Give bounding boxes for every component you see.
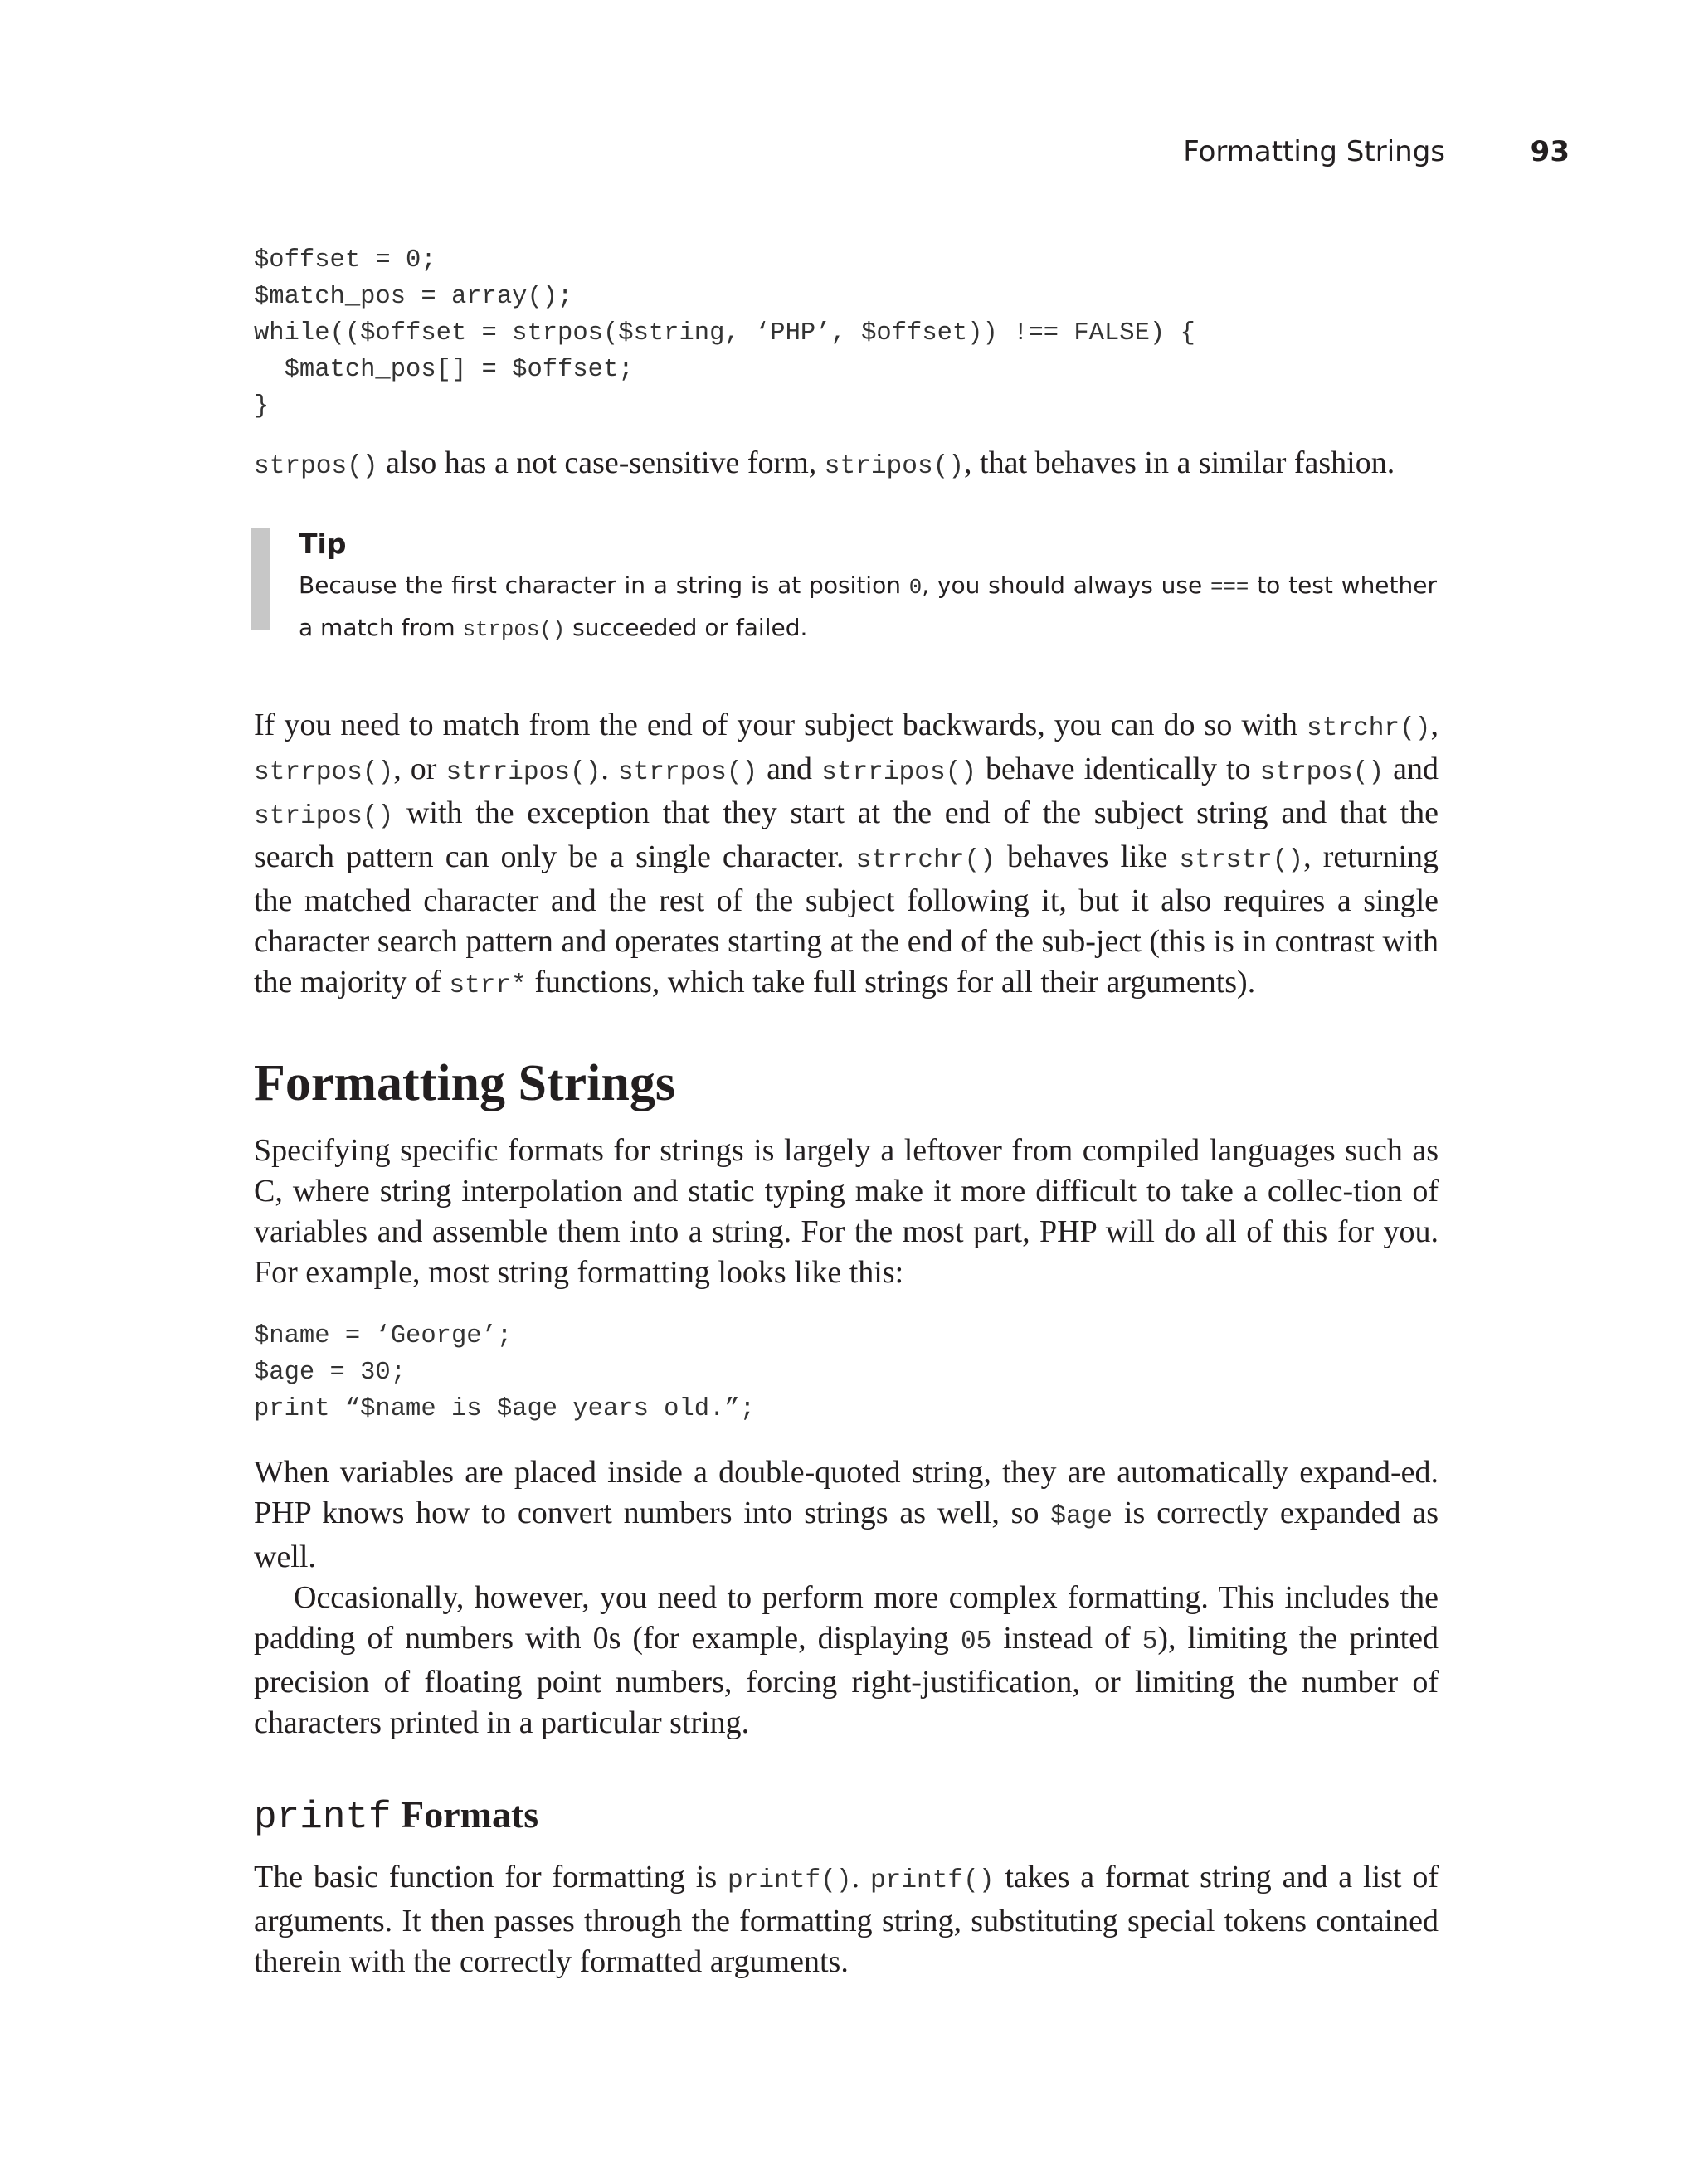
code-inline: strr* [449, 971, 527, 1000]
page-content [254, 242, 1439, 1982]
text-run: and [757, 752, 822, 786]
text-run: Formats [391, 1793, 539, 1836]
code-block-strpos-loop: $offset = 0; $match_pos = array(); while(($offset = strpos($string, ‘PHP’, $offset)) !== FALSE) { $match_pos[] = $offset; } [254, 246, 1195, 421]
text-run: When variables are placed inside a double-quoted string, they are automatically expand-ed. PHP knows how to convert numbers into strings as well, so [254, 1455, 1439, 1530]
code-inline: === [1210, 576, 1249, 600]
text-run: If you need to match from the end of your subject backwards, you can do so with [254, 708, 1307, 742]
text-run: Occasionally, however, you need to perform more complex formatting. This includes the padding of numbers with 0s (for example, displaying [254, 1580, 1439, 1656]
tip-title: Tip [299, 528, 347, 560]
text-run: to test whether a match from [299, 572, 1438, 641]
tip-sidebar-bar [251, 528, 270, 630]
running-title: Formatting Strings [1183, 135, 1445, 168]
text-run: succeeded or failed. [565, 614, 808, 641]
text-run: with the exception that they start at the end of the subject string and that the search pattern can only be a single character. [254, 795, 1439, 874]
paragraph-printf [254, 1857, 1439, 1982]
code-inline: strrchr() [855, 846, 996, 875]
section-heading: Formatting Strings [254, 1055, 676, 1111]
text-run: The basic function for formatting is [254, 1860, 728, 1895]
code-block-string-interpolation: $name = ‘George’; $age = 30; print “$name is $age years old.”; [254, 1322, 755, 1423]
paragraph-reverse-search [254, 705, 1439, 1006]
text-run: , or [393, 752, 446, 786]
text-run: , that behaves in a similar fashion. [964, 445, 1395, 480]
code-inline: strrpos() [617, 758, 758, 787]
text-run: behave identically to [976, 752, 1260, 786]
text-run: . [601, 752, 618, 786]
code-inline: $age [1050, 1502, 1113, 1531]
running-head [1112, 133, 1570, 171]
subsection-heading [254, 1793, 1439, 1839]
code-inline: 0 [908, 576, 923, 600]
code-inline: printf [254, 1796, 392, 1839]
text-run: functions, which take full strings for all their arguments). [526, 965, 1256, 1000]
text-run: also has a not case-sensitive form, [377, 445, 825, 480]
code-inline: 05 [960, 1627, 992, 1656]
code-inline: stripos() [824, 452, 965, 481]
text-run: behaves like [995, 839, 1180, 874]
text-run: is correctly expanded as well. [254, 1496, 1439, 1574]
code-inline: strpos() [462, 618, 566, 642]
text-run: . [851, 1860, 870, 1895]
code-inline: strrpos() [254, 758, 394, 787]
code-inline: 5 [1142, 1627, 1158, 1656]
text-run: , returning the matched character and the rest of the subject following it, but it also requires a single character search pattern and operates starting at the end of the sub-ject (this is in contrast with the majority of [254, 839, 1439, 1000]
text-run: , you should always use [922, 572, 1211, 599]
text-run: instead of [991, 1621, 1142, 1656]
text-run: and [1384, 752, 1439, 786]
code-inline: strchr() [1306, 714, 1431, 743]
tip-body [299, 566, 1437, 650]
code-inline: strpos() [1259, 758, 1385, 787]
code-inline: stripos() [254, 802, 394, 831]
code-inline: printf() [728, 1866, 852, 1895]
tip-box [251, 524, 1437, 650]
text-run: ), limiting the printed precision of floating point numbers, forcing right-justification, or limiting the number of characters printed in a particular string. [254, 1621, 1439, 1740]
text-run: takes a format string and a list of arguments. It then passes through the formatting string, substituting special tokens contained therein with the correctly formatted arguments. [254, 1860, 1439, 1979]
paragraph-complex-formatting [254, 1578, 1439, 1744]
code-inline: strripos() [821, 758, 977, 787]
paragraph-variable-expansion [254, 1452, 1439, 1578]
code-inline: strripos() [445, 758, 601, 787]
code-inline: printf() [869, 1866, 995, 1895]
code-inline: strstr() [1179, 846, 1304, 875]
text-run: Because the first character in a string is at position [299, 572, 909, 599]
text-run: , [1430, 708, 1439, 742]
page-number: 93 [1530, 135, 1570, 168]
paragraph-formatting-intro: Specifying specific formats for strings is largely a leftover from compiled languages such as C, where string interpolation and static typing make it more difficult to take a collec-tion of variables and assemble them into a string. For the most part, PHP will do all of this for you. For example, most string formatting looks like this: [254, 1133, 1439, 1290]
paragraph-stripos [254, 443, 1439, 487]
code-inline: strpos() [254, 452, 378, 481]
